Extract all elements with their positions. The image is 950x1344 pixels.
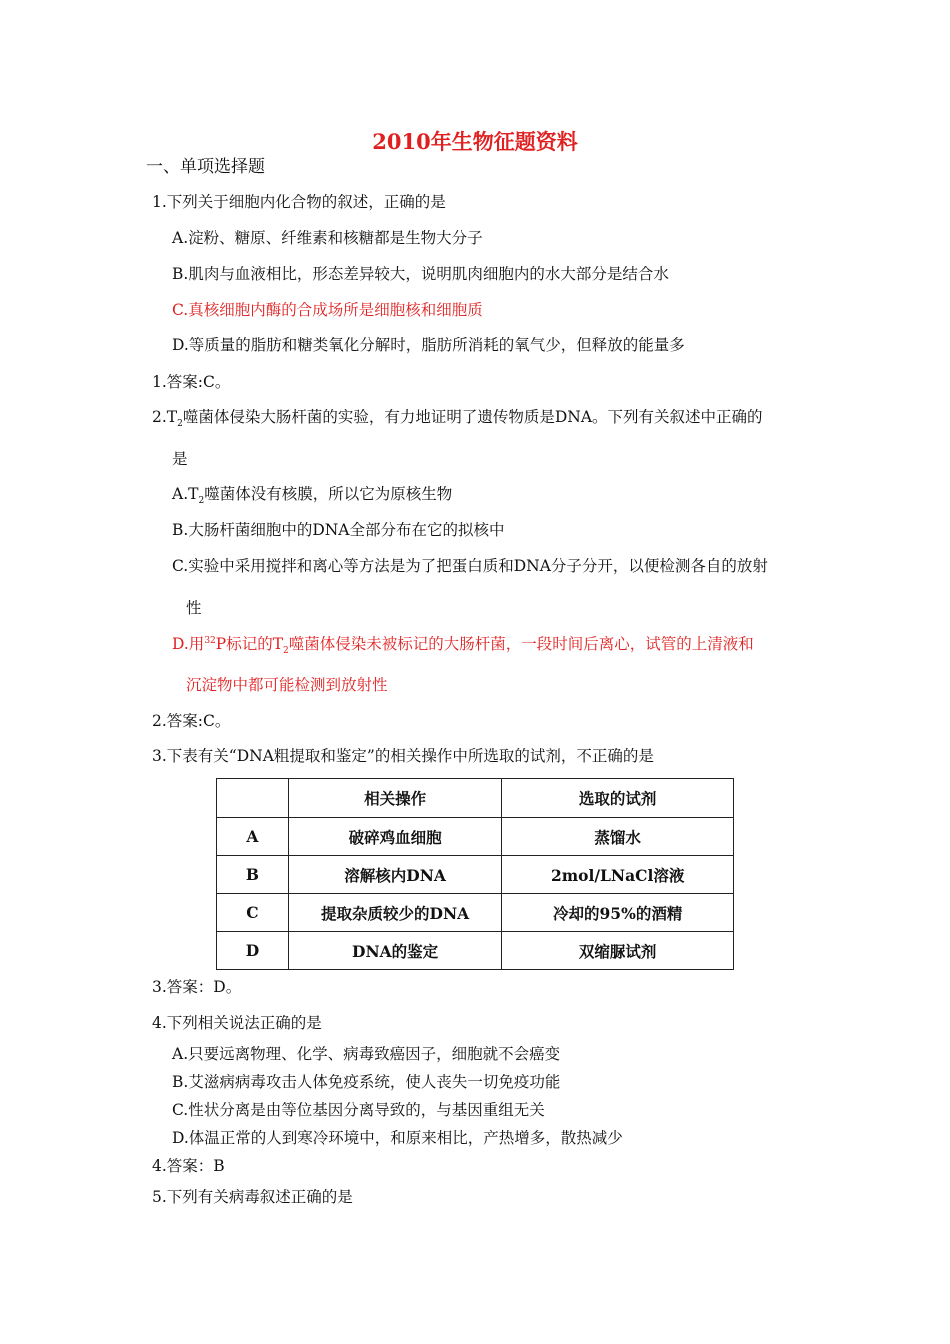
table-cell: 破碎鸡血细胞 [288,818,502,856]
question-4-stem: 4.下列相关说法正确的是 [152,1014,322,1032]
question-1-option-a: A.淀粉、糖原、纤维素和核糖都是生物大分子 [172,229,483,247]
table-cell: 溶解核内DNA [288,856,502,894]
question-2-stem [152,405,763,429]
superscript-32: 32 [204,635,216,646]
question-2-option-d [172,632,754,656]
table-cell: 提取杂质较少的DNA [288,894,502,932]
question-5-stem: 5.下列有关病毒叙述正确的是 [152,1188,353,1206]
question-2-option-c: C.实验中采用搅拌和离心等方法是为了把蛋白质和DNA分子分开，以便检测各自的放射 [172,557,768,575]
table-header-cell [217,779,289,818]
document-title: 2010年生物征题资料 [372,129,578,154]
stem-text: 噬菌体侵染大肠杆菌的实验，有力地证明了遗传物质是DNA。下列有关叙述中正确的 [182,408,763,426]
table-cell: 蒸馏水 [502,818,734,856]
table-cell: 双缩脲试剂 [502,932,734,970]
question-1-option-d: D.等质量的脂肪和糖类氧化分解时，脂肪所消耗的氧气少，但释放的能量多 [172,336,685,354]
option-prefix: D.用 [172,635,205,653]
question-1-stem: 1.下列关于细胞内化合物的叙述，正确的是 [152,193,446,211]
subscript-2: 2 [198,496,205,507]
table-header-cell: 相关操作 [288,779,502,818]
table-cell: D [217,932,289,970]
subscript-2: 2 [283,646,289,657]
table-header-row [217,779,734,818]
stem-prefix: 2.T [152,408,178,426]
question-2-answer: 2.答案:C。 [152,712,231,730]
table-cell: C [217,894,289,932]
question-4-option-a: A.只要远离物理、化学、病毒致癌因子，细胞就不会癌变 [172,1045,561,1063]
question-1-answer: 1.答案:C。 [152,373,231,391]
table-cell: 2mol/LNaCl溶液 [502,856,734,894]
question-2-option-d-continued: 沉淀物中都可能检测到放射性 [186,676,388,694]
table-row [217,818,734,856]
section-heading: 一、单项选择题 [146,157,265,177]
question-3-stem: 3.下表有关“DNA粗提取和鉴定”的相关操作中所选取的试剂，不正确的是 [152,747,654,765]
question-1-option-c: C.真核细胞内酶的合成场所是细胞核和细胞质 [172,301,483,319]
question-4-option-d: D.体温正常的人到寒冷环境中，和原来相比，产热增多，散热减少 [172,1129,623,1147]
option-text: 噬菌体没有核膜，所以它为原核生物 [204,485,453,503]
table-cell: A [217,818,289,856]
option-mid: P标记的T [215,635,284,653]
option-text: 噬菌体侵染未被标记的大肠杆菌，一段时间后离心，试管的上清液和 [288,635,754,653]
table-cell: DNA的鉴定 [288,932,502,970]
question-3-answer: 3.答案：D。 [152,978,242,996]
table-header-cell: 选取的试剂 [502,779,734,818]
table-cell: 冷却的95%的酒精 [502,894,734,932]
subscript-2: 2 [177,419,183,430]
table-cell: B [217,856,289,894]
table-row [217,856,734,894]
question-4-option-b: B.艾滋病病毒攻击人体免疫系统，使人丧失一切免疫功能 [172,1073,561,1091]
question-2-option-b: B.大肠杆菌细胞中的DNA全部分布在它的拟核中 [172,521,505,539]
question-2-stem-continued: 是 [172,450,188,468]
question-4-option-c: C.性状分离是由等位基因分离导致的，与基因重组无关 [172,1101,545,1119]
question-4-answer: 4.答案：B [152,1157,225,1175]
reagent-table [216,778,734,970]
option-prefix: A.T [172,485,199,503]
question-2-option-a [172,482,452,506]
table-row [217,932,734,970]
question-2-option-c-continued: 性 [186,599,202,617]
table-row [217,894,734,932]
question-1-option-b: B.肌肉与血液相比，形态差异较大，说明肌肉细胞内的水大部分是结合水 [172,265,669,283]
